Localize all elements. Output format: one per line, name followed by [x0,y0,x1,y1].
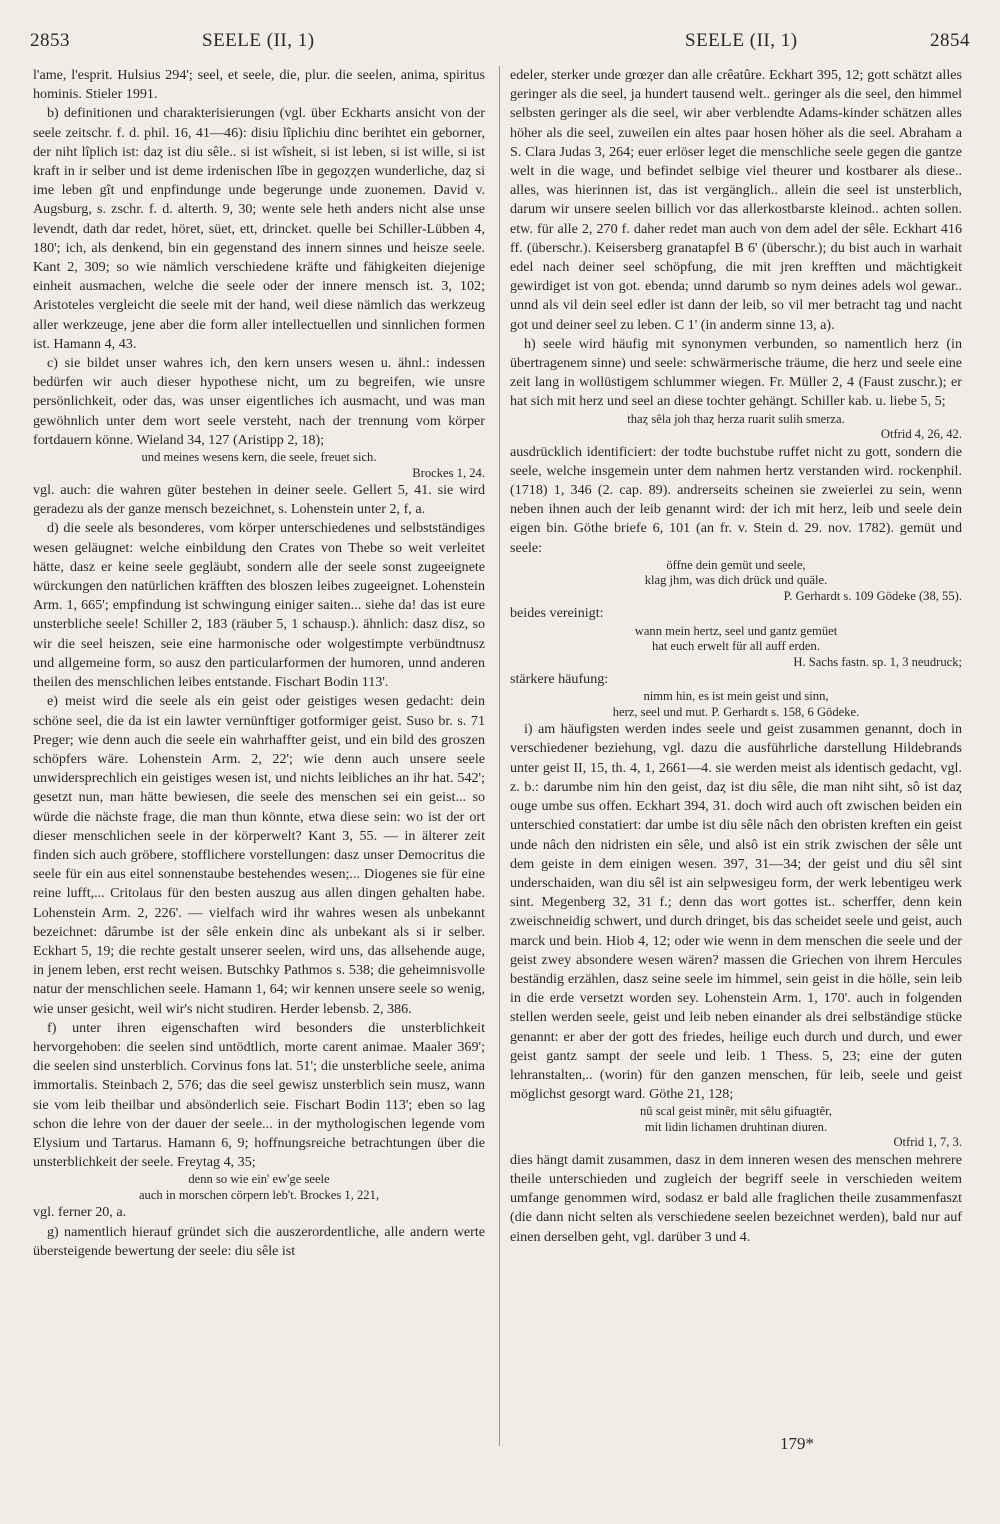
verse-source: Otfrid 1, 7, 3. [893,1135,962,1150]
right-page-number: 2854 [930,30,970,51]
paragraph: vgl. auch: die wahren güter bestehen in deiner seele. Gellert 5, 41. sie wird geradezu als der ganze mensch bezeichnet, s. Lohenstein unter 2, f, a. [33,482,485,518]
verse-line: herz, seel und mut. P. Gerhardt s. 158, 6 Gödeke. [612,704,860,719]
label: beides vereinigt: [510,605,604,622]
paragraph: g) namentlich hierauf gründet sich die auszerordentliche, alle andern werte übersteigende bewertung der seele: diu sêle ist [33,1223,485,1259]
verse-line: wann mein hertz, seel und gantz gemüet [634,623,838,638]
verse-source: Otfrid 4, 26, 42. [880,427,962,442]
label: stärkere häufung: [510,671,609,688]
verse-line: auch in morschen cörpern leb't. Brockes 1, 221, [138,1187,380,1202]
verse-line: öffne dein gemüt und seele, [666,557,806,572]
paragraph: edeler, sterker unde grœȥer dan alle crêatûre. Eckhart 395, 12; gott schätzt alles geringer als die seel, ja hundert tausend welt.. geringer als die seel, den himmel selbsten geringer als die seel, wir aber verblendte Adams-kinder schätzen alles höher als die seel, zuweilen ein altes paar hosen höher als die seel. Abraham a S. Clara Judas 3, 264; euer erlöser leget die menschliche seele gegen die gantze welt in die wage, und befindet selbige viel theurer und kostbarer als diese.. alles, was hierinnen ist, das ist vergänglich.. allein die seel ist unsterblich, darum wir unsere seelen billich vor das allerkostbarste kleinod.. achten sollen. etw. für alle 2, 270 f. daher redet man auch von dem adel der sêle. Eckhart 416 ff. (überschr.). Keisersberg granatapfel B 6' (überschr.); du bist auch in warhait edel nach deiner seel schöpfung, die mit jren krefften und mächtigkeit gewirdiget ist von got. ebenda; unnd darumb so nym deines adels wol gewar.. unnd als vil dein seel edler ist dann der leib, so vil mer betracht tag und nacht got und deiner seel zu leben. C 1' (in anderm sinne 13, a). [510,67,962,333]
paragraph: dies hängt damit zusammen, dasz in dem inneren wesen des menschen mehrere theile unterschieden und zugleich der begriff seele in verschieden weitem umfange genommen wird, sodasz er bald alle fraglichen theile zusammenfaszt (die dann nicht selten als verschiedene seelen bezeichnet werden), bald nur auf einen derselben geht, vgl. darüber 3 und 4. [510,1151,962,1245]
verse-line: nimm hin, es ist mein geist und sinn, [643,689,829,704]
verse-line: hat euch erwelt für all auff erden. [652,639,820,654]
left-page-number: 2853 [30,30,70,51]
paragraph: i) am häufigsten werden indes seele und geist zusammen genannt, doch in verschiedener beziehung, vgl. dazu die ausführliche darstellung Hildebrands unter geist II, 15, th. 4, 1, 2661—4. sie werden meist als identisch gedacht, vgl. z. b.: darumbe nim hin den geist, daȥ ist diu sêle, die man niht siht, sô ist daȥ ouge umbe sus offen. Eckhart 394, 31. doch wird auch oft zwischen beiden ein unterschied constatiert: dar umbe ist diu sêle nâch den obristen kreften ein geist unde nâch den nidristen ein sêle, und alsô ist ein strik zwischen der sêle unt dem geiste in dem einigen wesen. 397, 31—34; der geist und diu sêl sint underschaiden, wan diu sêl ist ain selpwesigeu form, der werk lebentigeu werk sint. Megenberg 32, 31 f.; denn das wort gottes ist.. scherffer, denn kein zweischneidig schwert, und durch dringet, bis das scheidet seele und geist, auch marck und bein. Hiob 4, 12; oder wie wenn in dem menschen die seele und der geist zwey absondere wesen wären? massen die Griechen von ihrem Hercules beständig erzählen, dasz seine seele im himmel, sein geist in die hölle, sein leib in die erde versetzt worden sey. Lohenstein Arm. 1, 170'. auch in folgenden stellen werden seele, geist und leib neben einander als drei selbständige stücke genannt: er aber der gott des friedes, heilige euch durch und durch, und ewer geist gantz sampt der seele und leib. 1 Thess. 5, 23; eine der guten lehranstalten,.. (worin) für den ganzen menschen, für leib, seele und geist möglichst gesorgt ward. Göthe 21, 128; [510,721,962,1103]
column-divider [499,66,500,1446]
paragraph: vgl. ferner 20, a. [33,1204,127,1221]
verse-line: denn so wie ein' ew'ge seele [188,1172,330,1187]
paragraph: c) sie bildet unser wahres ich, den kern unsers wesen u. ähnl.: indessen bedürfen wir auch dieser hypothese nicht, um zu begreifen, wie unsre persönlichkeit, oder das, was unser eigentliches ich ausmacht, und was man gewöhnlich unter dem wort seele versteht, nach der trennung vom körper fortdauern könne. Wieland 34, 127 (Aristipp 2, 18); [33,355,485,448]
right-running-title: SEELE (II, 1) [685,30,798,51]
verse-source: Brockes 1, 24. [412,465,485,480]
sheet-signature: 179* [780,1434,814,1453]
verse-line: mit lidin lichamen druhtinan diuren. [644,1119,828,1134]
paragraph: d) die seele als besonderes, vom körper unterschiedenes und selbstständiges wesen geläugnet: welche einbildung den Crates von Thebe so weit verleitet hätte, dasz er keine seele gegläubt, sondern alle der seele sonst zugeeignete würckungen den natürlichen kräfften des bloszen leibes zugeeignet. Lohenstein Arm. 1, 665'; empfindung ist schwingung einiger saiten... siehe da! das ist eure unsterbliche seele! Schiller 2, 183 (räuber 5, 1 schausp.). ähnlich: dasz disz, so wir die seel heiszen, seie eine harmonische oder wolgestimpte verbündtnusz und allgemeine form, so ausz den particularformen der humoren, unnd anderen theilen des menschlichen leibes entstande. Fischart Bodin 113'. [33,520,485,691]
paragraph: b) definitionen und charakterisierungen (vgl. über Eckharts ansicht von der seele zeitschr. f. d. phil. 16, 41—46): disiu lîplichiu dinc berihtet ein geborner, der niht lîplich ist: daȥ ist diu sêle.. si ist wîsheit, si ist leben, si ist wille, si ist kraft in ir selber und ist deme irdenischen lîbe in gegoȥȥen wunderliche, daȥ si ime leben gît und enpfindunge unde begerunge unde zuonemen. David v. Augsburg, s. zschr. f. d. alterth. 9, 30; wente sele heth anders nicht alse unse levendt, dath dar redet, höret, süet, ett, drincket. quelle bei Schiller-Lübben 4, 180'; ich, als denkend, bin ein gegenstand des innern sinnes und heisze seele. Kant 2, 309; so wie nämlich verschiedene kräfte und fähigkeiten diejenige einheit ausmachen, welche die seele oder der innere mensch ist. 3, 102; Aristoteles vergleicht die seele mit der hand, weil diese nämlich das werkzeug aller werkzeuge, jene aber die form aller intellectuellen und sinnlichen formen ist. Hamann 4, 43. [33,105,485,352]
paragraph: h) seele wird häufig mit synonymen verbunden, so namentlich herz (in übertragenem sinne) und seele: schwärmerische träume, die herz und seele eine zeit lang in wollüstigem schlummer wiegen. Fr. Müller 2, 4 (Faust zuschr.); er hat sich mit herz und seel an diese tochter gehängt. Schiller kab. u. liebe 5, 5; [510,335,962,410]
verse-source: H. Sachs fastn. sp. 1, 3 neudruck; [793,654,962,669]
verse-line: und meines wesens kern, die seele, freuet sich. [141,450,377,465]
page-header [30,30,970,70]
paragraph: ausdrücklich identificiert: der todte buchstube ruffet nicht zu gott, sondern die seele, welche insgemein unter dem nahmen hertz verstanden wird. rockenphil. (1718) 1, 346 (2. cap. 89). andrerseits scheinen sie zweierlei zu sein, wenn neben ihnen auch der leib genannt wird: der ich mit herz, leib und seele dein eigen bin. Göthe briefe 6, 101 (an fr. v. Stein d. 29. nov. 1782). gemüt und seele: [510,443,962,556]
verse-line: thaȥ sêla joh thaȥ herza ruarit sulih smerza. [627,411,845,426]
verse-line: nû scal geist minêr, mit sêlu gifuagtêr, [639,1104,833,1119]
right-column [510,66,962,1446]
paragraph: l'ame, l'esprit. Hulsius 294'; seel, et seele, die, plur. die seelen, anima, spiritus hominis. Stieler 1991. [33,67,485,103]
paragraph: e) meist wird die seele als ein geist oder geistiges wesen gedacht: dein schöne seel, die da ist ein lawter vernünftiger gotformiger geist. Suso br. s. 71 Preger; wie denn auch die seele ein wahrhaffter geist, und ein bild des groszen schöpfers wäre. Lohenstein Arm. 2, 22'; wie denn auch unsere seele unwidersprechlich ein geistiges wesen ist, und nichts leibliches an ihr hat. 542'; gesetzt nun, man hätte bewiesen, die seele des menschen sei ein geist... so würde die nächste frage, die man thun könnte, etwa diese sein: wo ist der ort dieser menschlichen seele in der körperwelt? Kant 3, 55. — in älterer zeit finden sich auch gröbere, stofflichere vorstellungen: dasz unser Democritus die seele für ein aus eitel sonnenstaube bestehendes wesen;... Diogenes sie für eine reine lufft,... Critolaus für den besten auszug aus allen dingen gehalten habe. Lohenstein Arm. 2, 226'. — vielfach wird ihr wahres wesen als unbekannt bezeichnet: dârumbe ist der sêle enkein dinc als unbekant als si ir selber. Eckhart 5, 19; die rechte gestalt unserer seelen, wird uns, das allsehende auge, in jenem leben, erst recht weisen. Butschky Pathmos s. 538; die geheimnisvolle natur der menschlichen seele. Hamann 1, 64; wir kennen unsere seele so wenig, wie unser gesicht, weil wir's nicht studiren. Herder lebensb. 2, 386. [33,693,485,1017]
verse-line: klag jhm, was dich drück und quäle. [644,573,828,588]
left-running-title: SEELE (II, 1) [202,30,315,51]
verse-source: P. Gerhardt s. 109 Gödeke (38, 55). [783,588,962,603]
paragraph: f) unter ihren eigenschaften wird besonders die unsterblichkeit hervorgehoben: die seelen sind untödtlich, morte carent animae. Maaler 369'; die seelen sind unsterblich. Corvinus fons lat. 51'; die unsterbliche seele, anima immortalis. Steinbach 2, 576; das die seel gewisz unsterblich sein musz, wann sie vom leib theilbar und absönderlich seie. Fischart Bodin 113'; eben so lag schon die lehre von der dauer der seele... in der mythologischen legende vom Elysium und Tartarus. Hamann 6, 9; hoffnungsreiche betrachtungen über die unsterblichkeit der seele. Freytag 4, 35; [33,1019,485,1171]
left-column [33,66,485,1446]
